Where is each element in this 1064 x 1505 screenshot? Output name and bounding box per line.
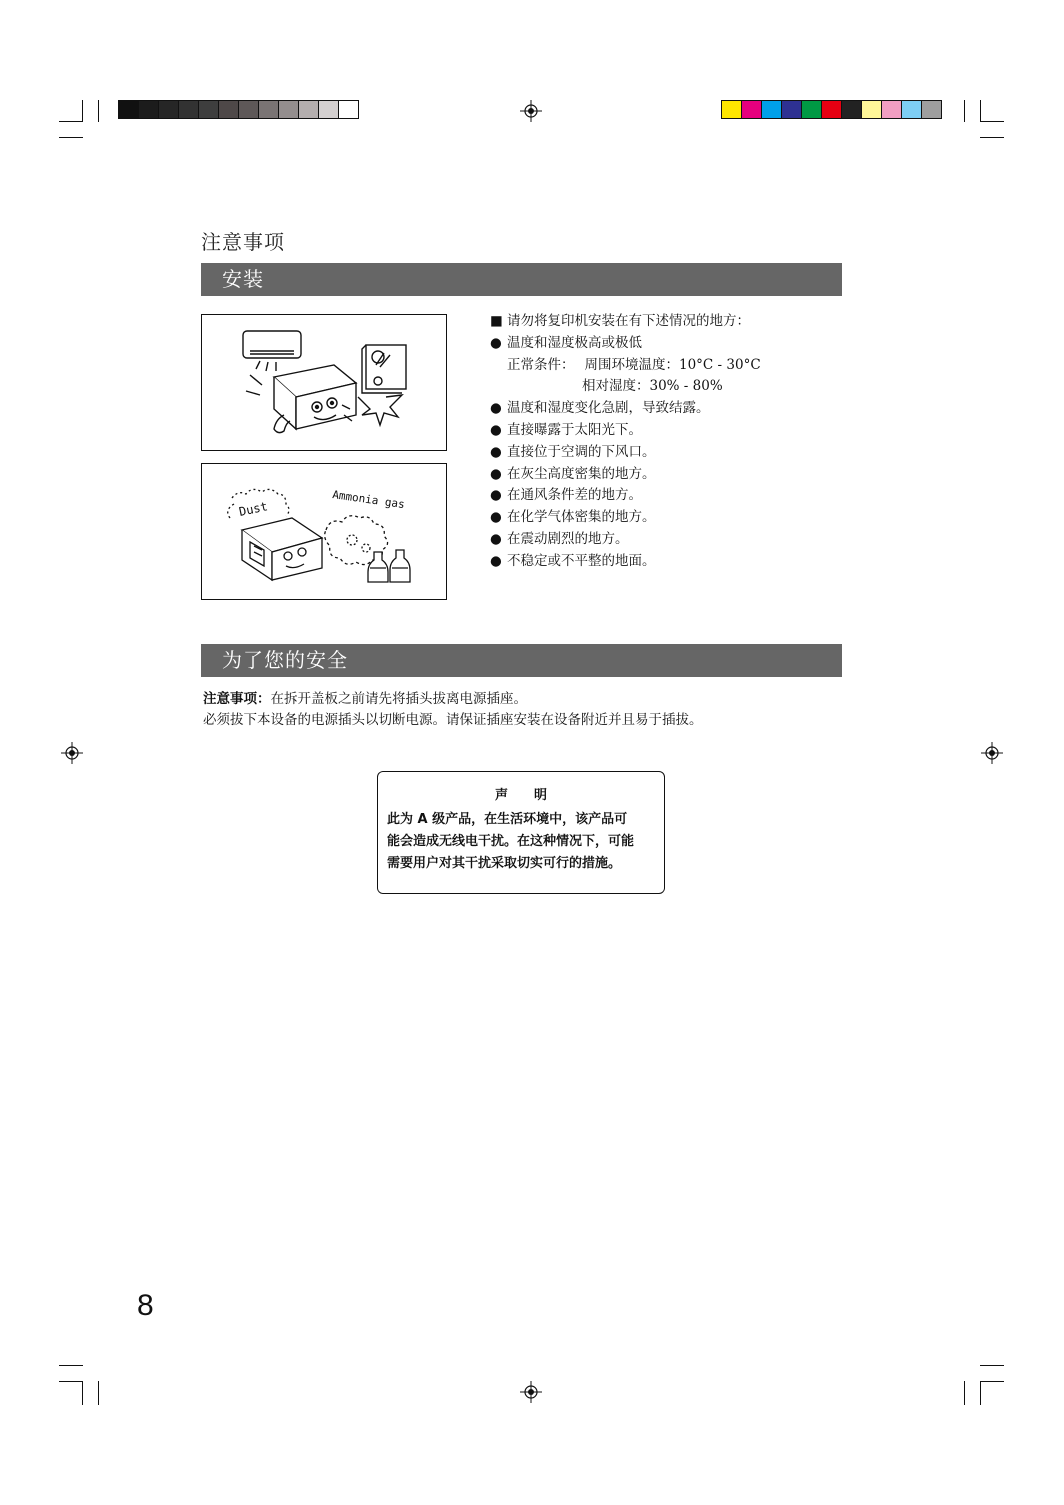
color-swatch bbox=[902, 101, 922, 118]
list-item: ● 在化学气体密集的地方。 bbox=[490, 509, 656, 526]
list-item: ● 不稳定或不平整的地面。 bbox=[490, 552, 656, 569]
normal-conditions-temperature: 正常条件： 周围环境温度：10°C - 30°C bbox=[507, 356, 761, 373]
color-swatch bbox=[239, 101, 259, 118]
statement-box bbox=[377, 771, 665, 894]
page-title: 注意事项 bbox=[201, 230, 285, 254]
color-swatch bbox=[722, 101, 742, 118]
color-swatch bbox=[802, 101, 822, 118]
list-item: ● 在通风条件差的地方。 bbox=[490, 487, 642, 504]
color-swatch bbox=[179, 101, 199, 118]
statement-line: 需要用户对其干扰采取切实可行的措施。 bbox=[387, 856, 622, 871]
caution-text: 在拆开盖板之前请先将插头拔离电源插座。 bbox=[270, 691, 527, 707]
registration-mark-icon bbox=[981, 742, 1003, 764]
registration-mark-icon bbox=[520, 100, 542, 122]
section-heading-installation: 安装 bbox=[201, 263, 842, 296]
color-swatch bbox=[219, 101, 239, 118]
list-item: ● 直接位于空调的下风口。 bbox=[490, 443, 656, 460]
color-swatch bbox=[842, 101, 862, 118]
list-item: ● 直接曝露于太阳光下。 bbox=[490, 421, 642, 438]
color-calibration-bar bbox=[721, 100, 942, 119]
list-item: ● 温度和湿度变化急剧，导致结露。 bbox=[490, 400, 710, 417]
list-item-intro: ■ 请勿将复印机安装在有下述情况的地方： bbox=[490, 313, 750, 329]
color-swatch bbox=[139, 101, 159, 118]
section-heading-safety: 为了您的安全 bbox=[201, 644, 842, 677]
color-swatch bbox=[862, 101, 882, 118]
ammonia-gas-label: Ammonia gas bbox=[331, 488, 406, 512]
color-swatch bbox=[822, 101, 842, 118]
list-item: ● 温度和湿度极高或极低 bbox=[490, 334, 642, 351]
illustration-environment-frame bbox=[201, 314, 447, 451]
illustration-dust-gas-frame bbox=[201, 463, 447, 600]
statement-line: 能会造成无线电干扰。在这种情况下，可能 bbox=[387, 834, 635, 849]
copier-heat-sun-illustration-icon bbox=[202, 315, 446, 450]
page-number: 8 bbox=[137, 1289, 154, 1322]
copier-dust-ammonia-illustration-icon bbox=[202, 464, 446, 599]
safety-caution-line bbox=[203, 689, 527, 710]
color-swatch bbox=[199, 101, 219, 118]
color-swatch bbox=[259, 101, 279, 118]
dust-label: Dust bbox=[237, 499, 269, 519]
list-item: ● 在震动剧烈的地方。 bbox=[490, 530, 629, 547]
color-swatch bbox=[742, 101, 762, 118]
color-swatch bbox=[159, 101, 179, 118]
color-swatch bbox=[882, 101, 902, 118]
color-swatch bbox=[279, 101, 299, 118]
caution-label: 注意事项： bbox=[203, 691, 271, 707]
color-swatch bbox=[299, 101, 319, 118]
registration-mark-icon bbox=[520, 1381, 542, 1403]
color-swatch bbox=[319, 101, 339, 118]
installation-conditions-list bbox=[490, 311, 840, 573]
gray-calibration-bar bbox=[118, 100, 359, 119]
color-swatch bbox=[339, 101, 358, 118]
color-swatch bbox=[119, 101, 139, 118]
color-swatch bbox=[782, 101, 802, 118]
list-item: ● 在灰尘高度密集的地方。 bbox=[490, 465, 656, 482]
statement-title: 声 明 bbox=[494, 788, 547, 803]
color-swatch bbox=[762, 101, 782, 118]
normal-conditions-humidity: 相对湿度：30% - 80% bbox=[582, 378, 723, 395]
registration-mark-icon bbox=[61, 742, 83, 764]
statement-line: 此为 A 级产品，在生活环境中，该产品可 bbox=[387, 812, 628, 827]
color-swatch bbox=[922, 101, 941, 118]
safety-unplug-line: 必须拔下本设备的电源插头以切断电源。请保证插座安装在设备附近并且易于插拔。 bbox=[203, 712, 703, 728]
